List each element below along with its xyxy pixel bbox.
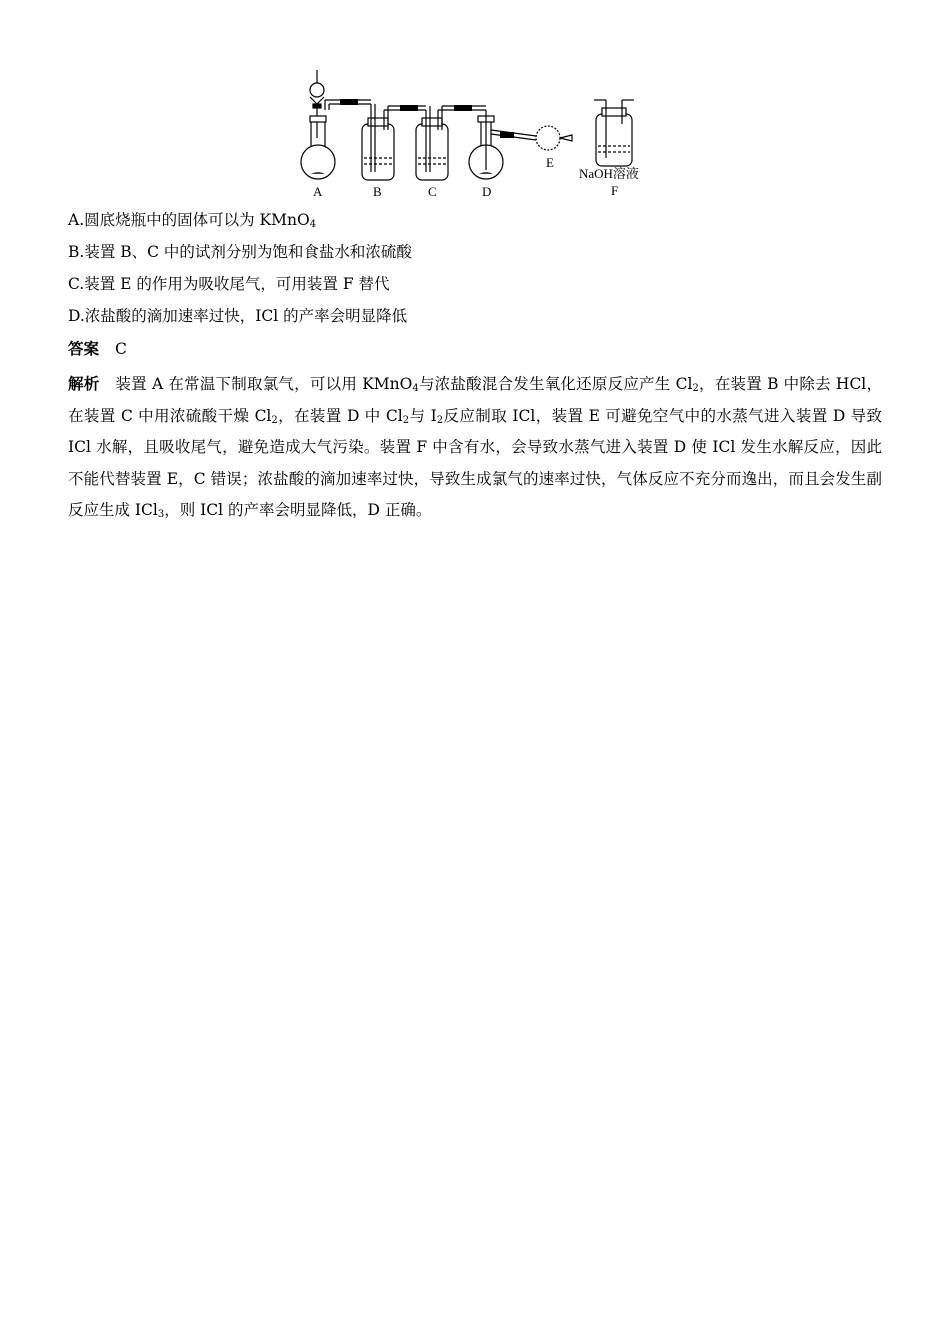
label-d: D bbox=[482, 184, 492, 199]
label-e: E bbox=[546, 155, 554, 170]
analysis-subscript: 2 bbox=[402, 414, 410, 426]
label-f: F bbox=[611, 183, 619, 198]
bottle-c bbox=[416, 105, 486, 180]
bottle-f bbox=[594, 100, 634, 166]
apparatus-figure bbox=[296, 66, 660, 202]
flask-a bbox=[301, 70, 371, 179]
analysis-body bbox=[68, 375, 882, 519]
analysis-subscript: 2 bbox=[692, 383, 699, 394]
flask-d bbox=[469, 110, 536, 179]
label-naoh: NaOH溶液 bbox=[579, 166, 639, 181]
label-a: A bbox=[313, 184, 323, 199]
analysis-text: ，则 ICl 的产率会明显降低，D 正确。 bbox=[164, 501, 432, 520]
option-c: C.装置 E 的作用为吸收尾气，可用装置 F 替代 bbox=[68, 275, 390, 293]
answer-label: 答案 bbox=[68, 340, 100, 358]
analysis-text: 装置 A 在常温下制取氯气，可以用 KMnO bbox=[115, 375, 413, 393]
analysis-text: 与浓盐酸混合发生氧化还原反应产生 Cl bbox=[418, 375, 693, 393]
analysis-text: ，在装置 D 中 Cl bbox=[277, 406, 403, 425]
analysis-subscript: 2 bbox=[436, 414, 444, 426]
analysis-label: 解析 bbox=[68, 375, 100, 393]
drying-tube-e bbox=[536, 126, 572, 150]
analysis-text: ，在装置 B 中除去 HCl，在装置 C 中用浓硫酸干燥 Cl bbox=[68, 375, 882, 425]
label-b: B bbox=[373, 184, 382, 199]
analysis-subscript: 2 bbox=[271, 414, 278, 426]
analysis-paragraph bbox=[68, 369, 882, 527]
option-d: D.浓盐酸的滴加速率过快，ICl 的产率会明显降低 bbox=[68, 307, 408, 325]
analysis-text: 反应制取 ICl，装置 E 可避免空气中的水蒸气进入装置 D 导致 ICl 水解，且吸收尾气，避免造成大气污染。装置 F 中含有水，会导致水蒸气进入装置 D 使 ICl 发生水解反应，因此不能代替装置 E，C 错误；浓盐酸的滴加速率过快，导致生成氯气的速率过快，气体反应不充分而逸出，而且会发生副反应生成 ICl bbox=[68, 406, 882, 520]
answer-value: C bbox=[115, 340, 127, 358]
option-a: A.圆底烧瓶中的固体可以为 KMnO$_4$ bbox=[68, 211, 317, 230]
analysis-subscript: 4 bbox=[412, 383, 419, 394]
analysis-text: 与 I bbox=[409, 406, 437, 425]
answer-line bbox=[68, 339, 127, 359]
label-c: C bbox=[428, 184, 437, 199]
option-b: B.装置 B、C 中的试剂分别为饱和食盐水和浓硫酸 bbox=[68, 243, 412, 261]
analysis-subscript: 3 bbox=[157, 509, 165, 521]
